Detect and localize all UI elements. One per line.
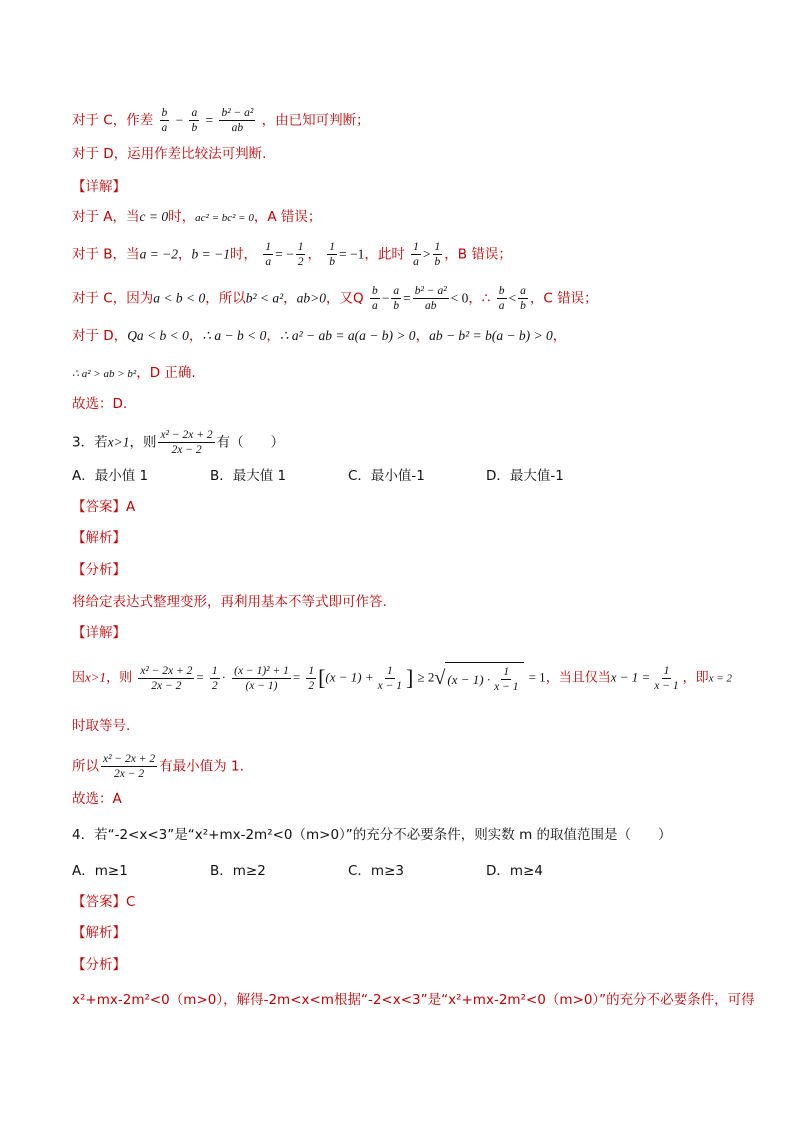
q4-fenxi-text: x²+mx-2m²<0（m>0），解得-2m<x<m根据“-2<x<3”是“x²+mx-2m²<0（m>0）”的充分不必要条件，可得 <box>72 992 755 1008</box>
q4-option-c[interactable]: C．m≥3 <box>348 863 404 879</box>
fraction: $\frac{b}{a}$ <box>161 107 168 134</box>
c-hint-suffix: ，由已知可判断； <box>261 112 370 129</box>
d-hint-line: 对于 D，运用作差比较法可判断. <box>72 146 267 162</box>
c-detail-line: 对于 C，因为a < b < 0，所以b² < a²，ab>0，又Q $\frac{b}{a}$ − $\frac{a}{b}$ = $\frac{\text{b² − a²}}{ab}$ < 0，∴ $\frac{b}{a}$ < $\frac{a}{b}$ ，C 错误； <box>72 285 598 312</box>
q3-detail-cont: 时取等号. <box>72 718 131 734</box>
q3-option-d[interactable]: D．最大值-1 <box>486 468 564 484</box>
c-hint-line: 对于 C，作差 $\frac{b}{a}$ − $\frac{a}{b}$ = $\frac{\text{b² − a²}}{ab}$ ，由已知可判断； <box>72 107 370 134</box>
question-3: 3．若x>1，则 $\frac{\text{x² − 2x + 2}}{2x - 2}$ 有（ ） <box>72 429 285 456</box>
q3-detail-heading: 【详解】 <box>72 625 126 641</box>
sqrt-symbol: √ (x − 1) · $\frac{1}{x - 1}$ <box>434 662 524 694</box>
q3-fenxi-text: 将给定表达式整理变形，再利用基本不等式即可作答. <box>72 594 387 610</box>
answer-select-d: 故选：D. <box>72 396 128 412</box>
q4-option-a[interactable]: A．m≥1 <box>72 863 128 879</box>
b-detail-line: 对于 B，当a = −2，b = −1时， $\frac{1}{a}$ = − $\frac{1}{2}$ ， $\frac{1}{b}$ = −1，此时 $\frac{1}{a}$ > $\frac{1}{b}$ ，B 错误； <box>72 241 512 268</box>
d-detail-line: 对于 D，Qa < b < 0，∴ a − b < 0，∴ a² − ab = a(a − b) > 0，ab − b² = b(a − b) > 0， <box>72 328 567 344</box>
fraction: $\frac{\text{b² − a²}}{ab}$ <box>221 107 254 134</box>
answer-select-a: 故选：A <box>72 791 122 807</box>
c-hint-prefix: 对于 C，作差 <box>72 112 154 129</box>
q3-detail-line: 因x>1，则 $\frac{\text{x² − 2x + 2}}{2x - 2}$ = $\frac{1}{2}$ · $\frac{\text{(x − 1)² + 1}}{(x - 1)}$ = $\frac{1}{2}$ [(x − 1) + $\frac{1}{x - 1}$ ] ≥ 2 √ (x − 1) · $\frac{1}{x - 1}$ = 1，当且仅当x − 1 = $\frac{1}{x - 1}$ ，即x = 2 <box>72 662 732 694</box>
q4-option-b[interactable]: B．m≥2 <box>210 863 266 879</box>
fraction: $\frac{a}{b}$ <box>191 107 198 134</box>
q3-option-b[interactable]: B．最大值 1 <box>210 468 287 484</box>
d-conclusion-line: ∴ a² > ab > b²，D 正确. <box>72 365 196 381</box>
q3-option-a[interactable]: A．最小值 1 <box>72 468 149 484</box>
q4-fenxi-heading: 【分析】 <box>72 957 126 973</box>
a-detail-line: 对于 A，当c = 0时，ac² = bc² = 0，A 错误； <box>72 209 322 225</box>
question-4: 4．若“-2<x<3”是“x²+mx-2m²<0（m>0）”的充分不必要条件，则实数 m 的取值范围是（ ） <box>72 827 672 843</box>
q3-answer: 【答案】A <box>72 499 136 515</box>
q3-conclusion: 所以 $\frac{\text{x² − 2x + 2}}{2x - 2}$ 有最小值为 1. <box>72 753 244 780</box>
detail-heading: 【详解】 <box>72 179 126 195</box>
q3-analysis-heading: 【解析】 <box>72 530 126 546</box>
q4-analysis-heading: 【解析】 <box>72 925 126 941</box>
q3-option-c[interactable]: C．最小值-1 <box>348 468 425 484</box>
q3-fenxi-heading: 【分析】 <box>72 562 126 578</box>
q4-answer: 【答案】C <box>72 894 136 910</box>
q4-option-d[interactable]: D．m≥4 <box>486 863 543 879</box>
